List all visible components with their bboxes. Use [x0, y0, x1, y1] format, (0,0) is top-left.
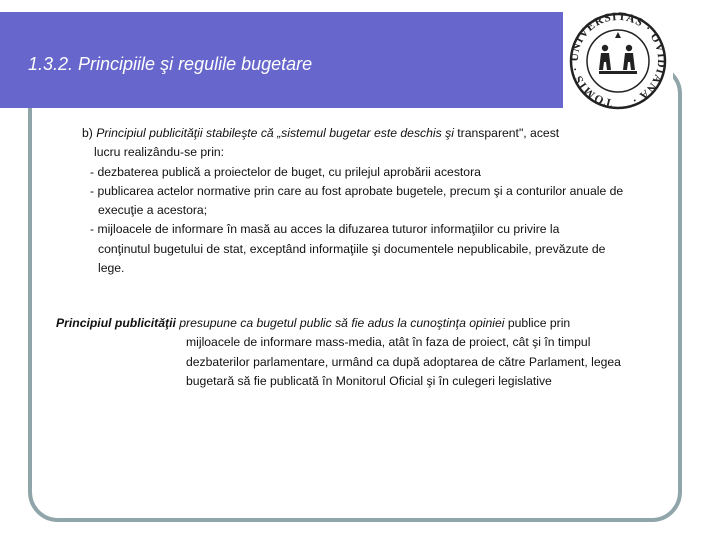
principle-b-section: [82, 124, 682, 278]
list-item-continuation: lege.: [98, 261, 125, 276]
principle-paragraph: [56, 314, 676, 391]
principle-first-line: [56, 314, 676, 333]
principle-lead-rest: publice prin: [504, 316, 571, 330]
principle-line: mijloacele de informare mass-media, atât în faza de proiect, cât şi în timpul: [186, 335, 591, 350]
principle-b-line: lucru realizându-se prin:: [94, 145, 225, 160]
principle-b-lead: Principiul publicităţii stabileşte că „sistemul bugetar este deschis şi: [96, 126, 458, 140]
principle-lead: presupune ca bugetul public să fie adus la cunoştinţa opiniei: [175, 316, 505, 330]
list-item-continuation: conţinutul bugetului de stat, exceptând informaţiile şi documentele nepublicabile, prevăzute de: [98, 241, 606, 256]
slide-title: 1.3.2. Principiile şi regulile bugetare: [28, 54, 313, 74]
principle-b-lead-rest: , acest: [523, 126, 560, 140]
principle-term: Principiul publicităţii: [56, 316, 176, 330]
list-item: - mijloacele de informare în masă au acces la difuzarea tuturor informaţiilor cu privire la: [90, 222, 560, 237]
item-prefix: b): [82, 126, 97, 140]
principle-b-first-line: [82, 124, 682, 143]
list-item: - publicarea actelor normative prin care au fost aprobate bugetele, precum şi a conturilor anuale de: [90, 183, 624, 198]
university-seal-logo: [563, 8, 673, 114]
principle-line: dezbaterilor parlamentare, urmând ca după adoptarea de către Parlament, legea: [186, 354, 621, 369]
svg-text:TOMIS · UNIVERSITAS · OVIDIANA: TOMIS · UNIVERSITAS · OVIDIANA ·: [568, 10, 668, 109]
list-item: - dezbaterea publică a proiectelor de buget, cu prilejul aprobării acestora: [90, 164, 481, 179]
principle-b-lead-end: transparent": [457, 126, 524, 140]
list-item-continuation: execuţie a acestora;: [98, 203, 208, 218]
principle-line: bugetară să fie publicată în Monitorul Oficial şi în culegeri legislative: [186, 373, 552, 388]
